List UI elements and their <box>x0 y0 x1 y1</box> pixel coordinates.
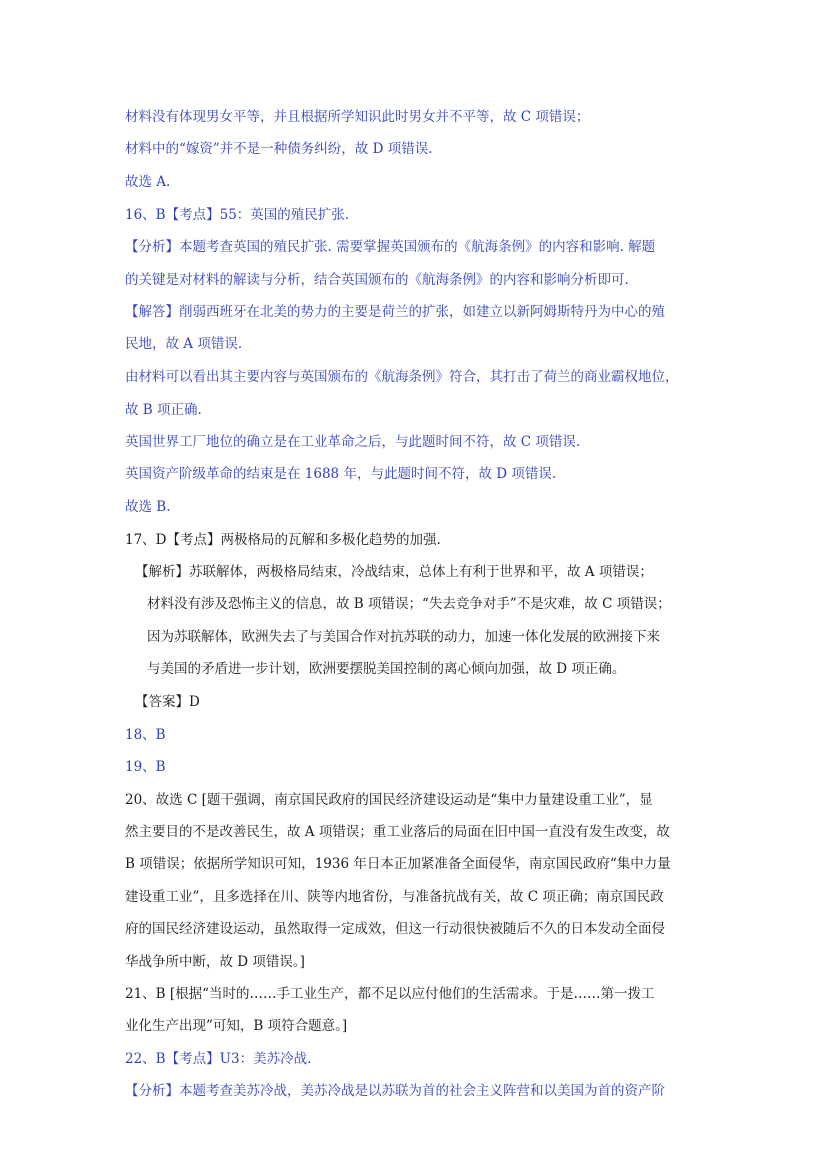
text-line-4: 16、B【考点】55：英国的殖民扩张. <box>125 207 350 223</box>
text-line-31: 【分析】本题考查美苏冷战，美苏冷战是以苏联为首的社会主义阵营和以美国为首的资产阶 <box>125 1083 665 1099</box>
text-line-11: 英国世界工厂地位的确立是在工业革命之后，与此题时间不符，故 C 项错误. <box>125 434 581 450</box>
text-line-1: 材料没有体现男女平等，并且根据所学知识此时男女并不平等，故 C 项错误； <box>125 109 590 125</box>
text-line-26: 府的国民经济建设运动，虽然取得一定成效，但这一行动很快被随后不久的日本发动全面侵 <box>125 921 665 937</box>
text-line-21: 19、B <box>125 759 166 775</box>
text-line-6: 的关键是对材料的解读与分析，结合英国颁布的《航海条例》的内容和影响分析即可. <box>125 272 629 288</box>
text-line-19: 【答案】D <box>135 694 200 710</box>
text-line-16: 材料没有涉及恐怖主义的信息，故 B 项错误；“失去竞争对手”不是灾难，故 C 项错误； <box>147 596 671 612</box>
text-line-14: 17、D【考点】两极格局的瓦解和多极化趋势的加强. <box>125 532 441 548</box>
text-line-18: 与美国的矛盾进一步计划，欧洲要摆脱美国控制的离心倾向加强，故 D 项正确。 <box>147 661 626 677</box>
text-line-13: 故选 B. <box>125 499 171 515</box>
text-line-12: 英国资产阶级革命的结束是在 1688 年，与此题时间不符，故 D 项错误. <box>125 466 557 482</box>
text-line-8: 民地，故 A 项错误. <box>125 336 243 352</box>
text-line-15: 【解析】苏联解体，两极格局结束，冷战结束，总体上有利于世界和平，故 A 项错误； <box>135 564 653 580</box>
text-line-2: 材料中的“嫁资”并不是一种债务纠纷，故 D 项错误. <box>125 141 433 157</box>
text-line-30: 22、B【考点】U3：美苏冷战. <box>125 1051 312 1067</box>
text-line-28: 21、B [根据“当时的……手工业生产，都不足以应付他们的生活需求。于是……第一拨工 <box>125 986 655 1002</box>
text-line-24: B 项错误；依据所学知识可知，1936 年日本正加紧准备全面侵华，南京国民政府“集中力量 <box>125 856 671 872</box>
text-line-17: 因为苏联解体，欧洲失去了与美国合作对抗苏联的动力，加速一体化发展的欧洲接下来 <box>147 629 660 645</box>
text-line-7: 【解答】削弱西班牙在北美的势力的主要是荷兰的扩张，如建立以新阿姆斯特丹为中心的殖 <box>125 304 665 320</box>
text-line-5: 【分析】本题考查英国的殖民扩张. 需要掌握英国颁布的《航海条例》的内容和影响. 解题 <box>125 239 656 255</box>
text-line-27: 华战争所中断，故 D 项错误。] <box>125 954 305 970</box>
text-line-3: 故选 A. <box>125 174 171 190</box>
text-line-29: 业化生产出现”可知，B 项符合题意。] <box>125 1018 348 1034</box>
text-line-22: 20、故选 C [题干强调，南京国民政府的国民经济建设运动是“集中力量建设重工业”，显 <box>125 792 653 808</box>
text-line-23: 然主要目的不是改善民生，故 A 项错误；重工业落后的局面在旧中国一直没有发生改变，故 <box>125 824 670 840</box>
text-line-25: 建设重工业”，且多选择在川、陕等内地省份，与准备抗战有关，故 C 项正确；南京国民政 <box>125 889 664 905</box>
text-line-10: 故 B 项正确. <box>125 402 202 418</box>
text-line-20: 18、B <box>125 727 166 743</box>
text-line-9: 由材料可以看出其主要内容与英国颁布的《航海条例》符合，其打击了荷兰的商业霸权地位， <box>125 369 679 385</box>
